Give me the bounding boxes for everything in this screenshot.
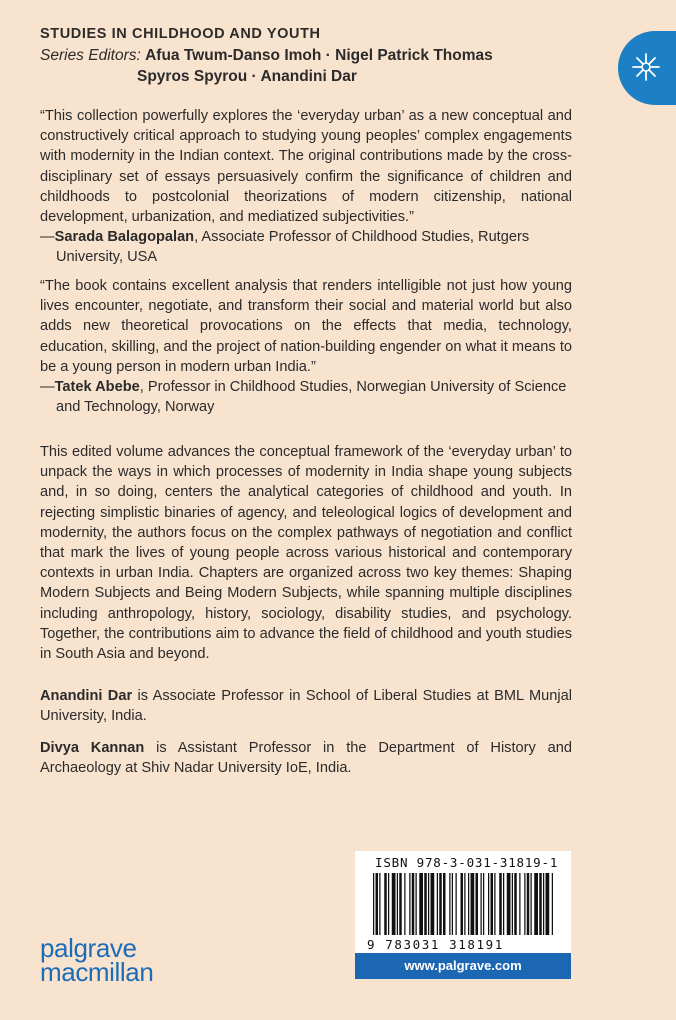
- quote-2-attribution: [40, 377, 572, 417]
- barcode-bar: [494, 873, 495, 935]
- series-title: STUDIES IN CHILDHOOD AND YOUTH: [40, 26, 321, 42]
- barcode-bar: [388, 873, 389, 935]
- barcode-bar: [531, 873, 532, 935]
- series-info: [40, 24, 600, 87]
- editor-bio-1: [40, 686, 572, 726]
- barcode-bar: [461, 873, 464, 935]
- bio-2-name: Divya Kannan: [40, 740, 145, 756]
- barcode-icon: [373, 873, 555, 937]
- barcode-bar: [481, 873, 482, 935]
- barcode-bar: [416, 873, 417, 935]
- barcode-bar: [464, 873, 465, 935]
- bio-1-text: is Associate Professor in School of Liberal Studies at BML Munjal University, India.: [40, 688, 572, 725]
- barcode-bar: [476, 873, 479, 935]
- barcode-bar: [399, 873, 402, 935]
- barcode-bar: [512, 873, 513, 935]
- quote-1-author: Sarada Balagopalan: [54, 229, 195, 246]
- barcode-bar: [471, 873, 475, 935]
- barcode-bar: [483, 873, 484, 935]
- endorsement-quote-1: [40, 106, 572, 268]
- barcode-bar: [412, 873, 415, 935]
- barcode-bar: [373, 873, 374, 935]
- barcode-bar: [534, 873, 538, 935]
- barcode-bar: [376, 873, 379, 935]
- barcode-bar: [552, 873, 553, 935]
- quote-1-attribution: [40, 227, 572, 267]
- barcode-bar: [546, 873, 550, 935]
- barcode-bar: [491, 873, 494, 935]
- barcode-bar: [379, 873, 380, 935]
- barcode-bar: [404, 873, 405, 935]
- barcode-bar: [543, 873, 544, 935]
- quote-2-author: Tatek Abebe: [54, 379, 140, 396]
- quote-1-affiliation: , Associate Professor of Childhood Studies, Rutgers University, USA: [56, 229, 530, 266]
- barcode-bar: [539, 873, 542, 935]
- barcode-bar: [514, 873, 517, 935]
- bio-2-text: is Assistant Professor in the Department of History and Archaeology at Shiv Nadar University IoE, India.: [40, 740, 572, 777]
- barcode-bar: [488, 873, 489, 935]
- isbn-label: ISBN 978-3-031-31819-1: [375, 855, 559, 870]
- logo-line-1: palgrave: [40, 933, 137, 963]
- barcode-bar: [519, 873, 520, 935]
- barcode-bar: [452, 873, 453, 935]
- barcode-bar: [443, 873, 446, 935]
- barcode-bar: [439, 873, 442, 935]
- description-text: This edited volume advances the conceptual framework of the ‘everyday urban’ to unpack the ways in which processes of modernity in India shape young subjects and, in so doing, centers the analytical categories of childhood and youth. In rejecting simplistic binaries of agency, and teleological logics of development and modernity, the authors focus on the complex pathways of negotiation and conflict that mark the lives of young people across various historical and contemporary contexts in urban India. Chapters are organized across two key themes: Shaping Modern Subjects and Being Modern Subjects, while spanning multiple disciplines including anthropology, history, sociology, disability studies, and psychology. Together, the contributions aim to advance the field of childhood and youth studies in South Asia and beyond.: [40, 444, 572, 663]
- barcode-bar: [437, 873, 438, 935]
- logo-line-2: macmillan: [40, 957, 154, 987]
- quote-2-text: “The book contains excellent analysis that renders intelligible not just how young lives encounter, negotiate, and transform their social and material world but also adds new theoretical provocations on the effects that media, technology, education, skilling, and the project of nation-building engender on what it means to be a young person in modern urban India.”: [40, 278, 572, 375]
- springer-badge: [618, 31, 676, 105]
- series-editors-label: Series Editors:: [40, 47, 146, 64]
- barcode-digits: 9 783031 318191: [367, 937, 504, 952]
- barcode-box: [355, 851, 571, 979]
- endorsement-quote-2: [40, 276, 572, 417]
- barcode-bar: [384, 873, 387, 935]
- quote-1-dash: —: [40, 229, 55, 246]
- barcode-bar: [507, 873, 511, 935]
- barcode-bar: [419, 873, 423, 935]
- barcode-bar: [428, 873, 429, 935]
- quote-2-affiliation: , Professor in Childhood Studies, Norwegian University of Science and Technology, Norway: [56, 379, 567, 416]
- barcode-bar: [449, 873, 450, 935]
- barcode-bar: [524, 873, 525, 935]
- barcode-bar: [456, 873, 457, 935]
- barcode-bar: [409, 873, 410, 935]
- series-editors-line: [40, 45, 600, 66]
- quote-1-text: “This collection powerfully explores the ‘everyday urban’ as a new conceptual and constructively critical approach to studying young peoples’ complex engagements with modernity in the Indian context. The original contributions made by the cross-disciplinary set of essays persuasively confirm the significance of children and childhoods to postcolonial theorizations of modern citizenship, national development, urbanization, and mediatized subjectivities.”: [40, 108, 572, 226]
- bio-1-name: Anandini Dar: [40, 688, 133, 704]
- springer-horse-icon: [630, 51, 662, 83]
- barcode-bar: [527, 873, 530, 935]
- barcode-bar: [499, 873, 502, 935]
- series-editors-names-2: Spyros Spyrou · Anandini Dar: [137, 68, 357, 85]
- barcode-bar: [392, 873, 396, 935]
- book-description: [40, 442, 572, 664]
- palgrave-macmillan-logo: [40, 933, 154, 987]
- barcode-bar: [397, 873, 398, 935]
- barcode-bar: [424, 873, 427, 935]
- barcode-bar: [503, 873, 504, 935]
- series-editors-names: Afua Twum-Danso Imoh · Nigel Patrick Thomas: [145, 47, 493, 64]
- publisher-url[interactable]: www.palgrave.com: [355, 953, 571, 979]
- editor-bio-2: [40, 738, 572, 778]
- quote-2-dash: —: [40, 379, 55, 396]
- barcode-bar: [431, 873, 435, 935]
- barcode-bar: [468, 873, 469, 935]
